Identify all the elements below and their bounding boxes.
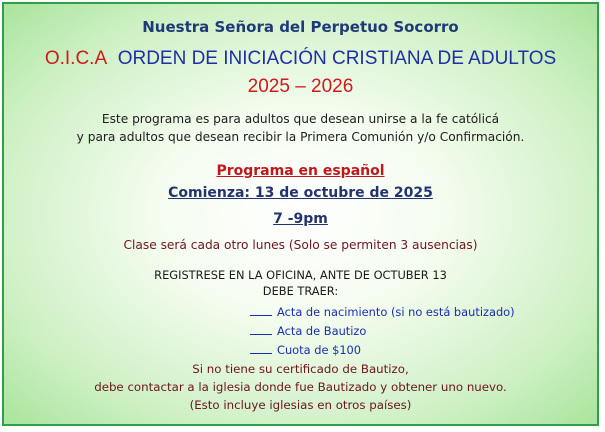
title-full: ORDEN DE INICIACIÓN CRISTIANA DE ADULTOS <box>117 48 557 69</box>
program-years: 2025 – 2026 <box>247 76 354 97</box>
note-line-2: debe contactar a la iglesia donde fue Bautizado y obtener uno nuevo. <box>94 380 507 394</box>
start-date: Comienza: 13 de octubre de 2025 <box>168 185 433 201</box>
checkbox-blank <box>250 304 272 316</box>
checkbox-blank <box>250 342 272 354</box>
program-language-row <box>4 160 597 179</box>
program-language: Programa en español <box>216 163 385 179</box>
parish-name: Nuestra Señora del Perpetuo Socorro <box>142 18 459 36</box>
description-line-2: y para adultos que desean recibir la Primera Comunión y/o Confirmación. <box>76 130 525 144</box>
note-line-3: (Esto incluye iglesias en otros países) <box>189 398 412 412</box>
flyer <box>2 2 599 426</box>
requirement-item <box>250 323 366 338</box>
checkbox-blank <box>250 323 272 335</box>
registration-notice: REGISTRESE EN LA OFICINA, ANTE DE OCTUBER 13 <box>154 268 447 282</box>
class-schedule: Clase será cada otro lunes (Solo se permiten 3 ausencias) <box>123 238 478 252</box>
requirement-label: Acta de Bautizo <box>277 324 367 338</box>
bring-heading: DEBE TRAER: <box>262 284 339 298</box>
class-time: 7 -9pm <box>273 211 328 227</box>
program-title <box>4 48 597 70</box>
requirement-item <box>250 342 361 357</box>
title-abbreviation: O.I.C.A <box>44 48 108 69</box>
start-date-row <box>4 182 597 201</box>
requirement-item <box>250 304 515 319</box>
description-line-1: Este programa es para adultos que desean unirse a la fe católicá <box>101 112 500 126</box>
time-row <box>4 208 597 227</box>
note-line-1: Si no tiene su certificado de Bautizo, <box>192 362 409 376</box>
requirement-label: Cuota de $100 <box>277 343 362 357</box>
requirement-label: Acta de nacimiento (si no está bautizado) <box>277 305 515 319</box>
